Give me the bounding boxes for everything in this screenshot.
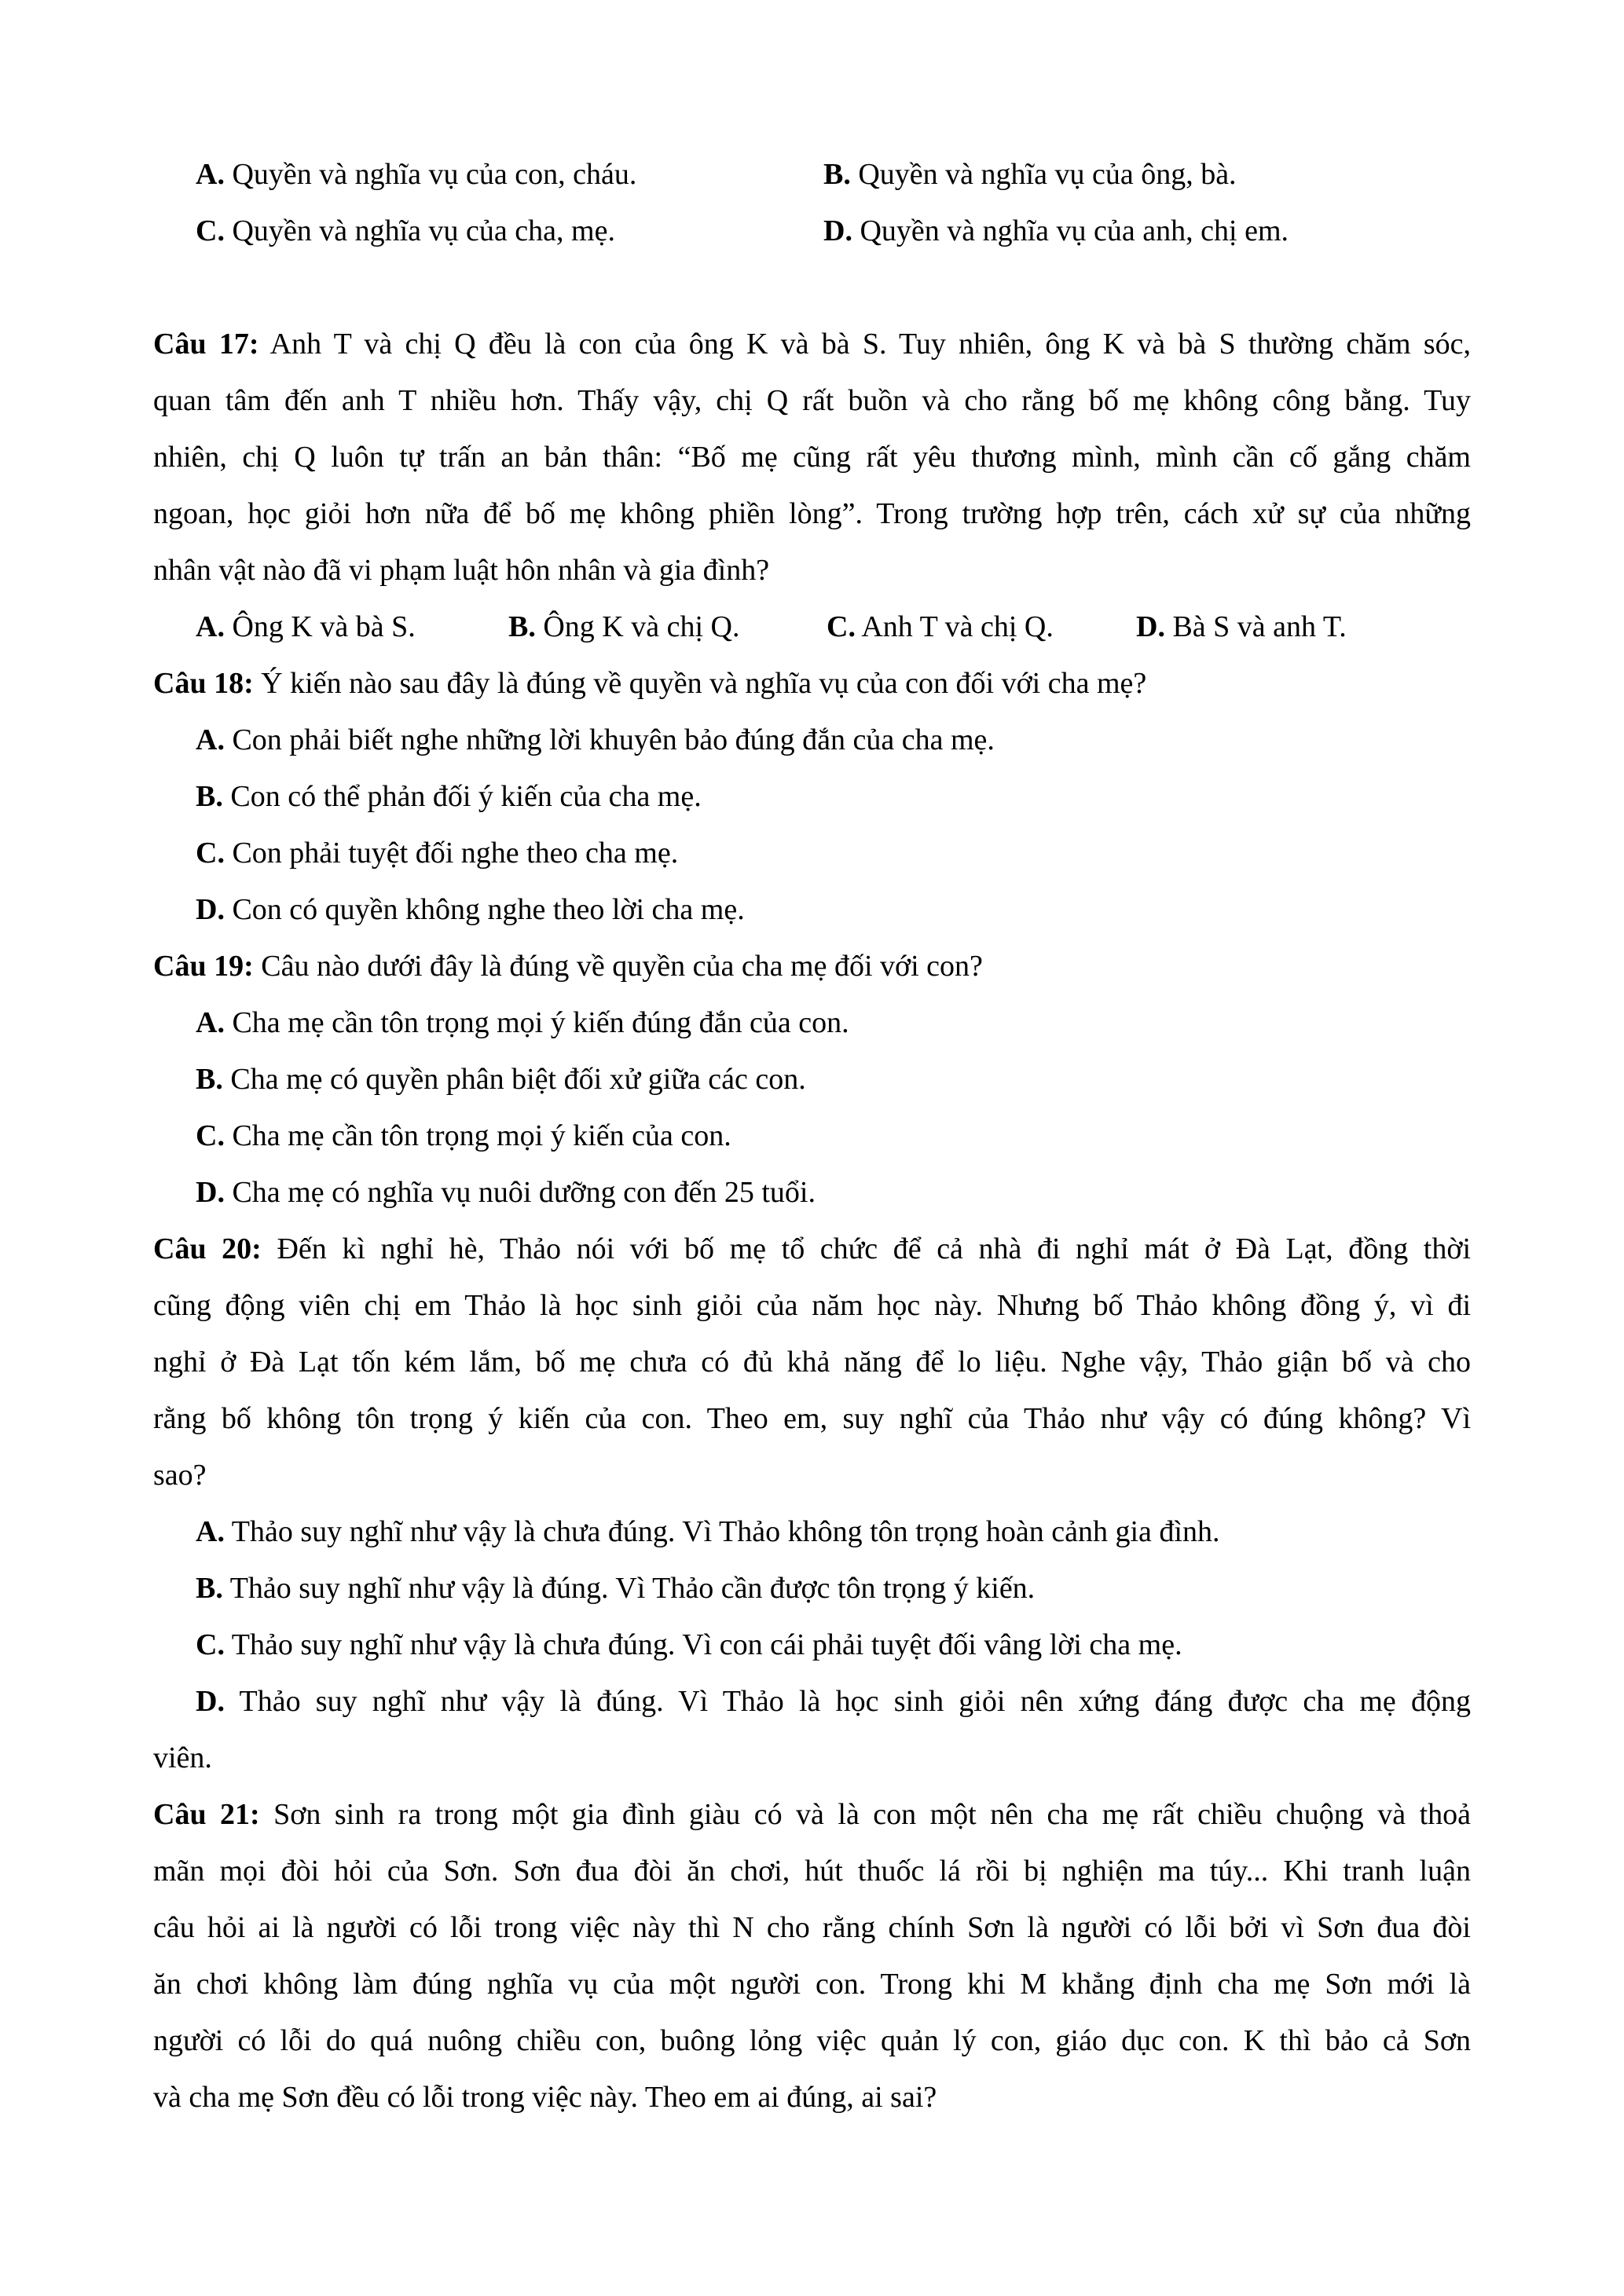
line-text: ăn chơi không làm đúng nghĩa vụ của một người con. Trong khi M khẳng định cha mẹ Sơn mới là (153, 1968, 1471, 2001)
line-text: và cha mẹ Sơn đều có lỗi trong việc này. Theo em ai đúng, ai sai? (153, 2081, 937, 2114)
q17-label: Câu 17: (153, 328, 259, 361)
q19-option-c (153, 1108, 1471, 1164)
option-text: Quyền và nghĩa vụ của ông, bà. (858, 158, 1237, 191)
q21-line-5 (153, 2012, 1471, 2069)
line-text: Anh T và chị Q đều là con của ông K và bà S. Tuy nhiên, ông K và bà S thường chăm sóc, (269, 328, 1472, 361)
option-letter: B. (196, 780, 223, 813)
q20-option-c (153, 1617, 1471, 1673)
option-letter: A. (196, 1515, 225, 1548)
option-a (196, 610, 416, 643)
option-letter: A. (196, 1006, 225, 1039)
prev-question-options-row-1 (153, 146, 1471, 203)
q17-line-1 (153, 316, 1471, 372)
option-letter: C. (196, 837, 225, 870)
option-letter: D. (1136, 610, 1165, 643)
line-text: quan tâm đến anh T nhiều hơn. Thấy vậy, chị Q rất buồn và cho rằng bố mẹ không công bằng. Tuy (153, 384, 1471, 417)
q20-line-3 (153, 1334, 1471, 1390)
q20-line-2 (153, 1277, 1471, 1334)
option-text: Thảo suy nghĩ như vậy là chưa đúng. Vì Thảo không tôn trọng hoàn cảnh gia đình. (231, 1515, 1220, 1548)
q20-option-d-line-1 (153, 1673, 1471, 1730)
q18-option-b (153, 768, 1471, 825)
q21-line-1 (153, 1786, 1471, 1843)
q21-label: Câu 21: (153, 1798, 260, 1831)
q20-line-5 (153, 1447, 1471, 1503)
option-text: Quyền và nghĩa vụ của cha, mẹ. (232, 214, 615, 247)
option-b (508, 599, 739, 655)
option-d (1136, 599, 1347, 655)
q18-stem (153, 655, 1471, 712)
q21-line-2 (153, 1843, 1471, 1899)
line-text: Đến kì nghỉ hè, Thảo nói với bố mẹ tổ chức để cả nhà đi nghỉ mát ở Đà Lạt, đồng thời (277, 1232, 1472, 1265)
option-text: Quyền và nghĩa vụ của anh, chị em. (860, 214, 1289, 247)
line-text: Câu nào dưới đây là đúng về quyền của cha mẹ đối với con? (261, 950, 983, 983)
option-text: Thảo suy nghĩ như vậy là đúng. Vì Thảo cần được tôn trọng ý kiến. (229, 1572, 1036, 1605)
q20-option-a (153, 1503, 1471, 1560)
blank-line (153, 259, 1471, 316)
prev-question-options-row-2 (153, 203, 1471, 259)
line-text: nhiên, chị Q luôn tự trấn an bản thân: “Bố mẹ cũng rất yêu thương mình, mình cần cố gắng chăm (153, 441, 1471, 474)
q19-option-b (153, 1051, 1471, 1108)
option-text: Quyền và nghĩa vụ của con, cháu. (232, 158, 637, 191)
option-letter: D. (196, 1685, 225, 1718)
q19-label: Câu 19: (153, 950, 254, 983)
q18-option-c (153, 825, 1471, 881)
option-letter: D. (196, 1176, 225, 1209)
option-b (823, 146, 1237, 203)
option-letter: B. (196, 1572, 223, 1605)
option-letter: A. (196, 723, 225, 756)
line-text: Ý kiến nào sau đây là đúng về quyền và nghĩa vụ của con đối với cha mẹ? (261, 667, 1147, 700)
option-letter: C. (196, 214, 225, 247)
line-text: nhân vật nào đã vi phạm luật hôn nhân và gia đình? (153, 554, 770, 587)
q20-label: Câu 20: (153, 1232, 262, 1265)
option-letter: C. (196, 1628, 225, 1661)
q21-line-6 (153, 2069, 1471, 2126)
option-letter: A. (196, 158, 225, 191)
line-text: cũng động viên chị em Thảo là học sinh giỏi của năm học này. Nhưng bố Thảo không đồng ý, vì đi (153, 1289, 1471, 1322)
line-text: rằng bố không tôn trọng ý kiến của con. Theo em, suy nghĩ của Thảo như vậy có đúng không? Vì (153, 1402, 1471, 1435)
option-letter: B. (508, 610, 536, 643)
line-text: mãn mọi đòi hỏi của Sơn. Sơn đua đòi ăn chơi, hút thuốc lá rồi bị nghiện ma túy... Khi tranh luận (153, 1855, 1471, 1888)
q19-option-d (153, 1164, 1471, 1221)
q17-line-2 (153, 372, 1471, 429)
option-c (196, 214, 615, 247)
option-text: Thảo suy nghĩ như vậy là đúng. Vì Thảo là học sinh giỏi nên xứng đáng được cha mẹ động (239, 1685, 1471, 1718)
option-a (196, 158, 636, 191)
q19-option-a (153, 994, 1471, 1051)
option-text: Ông K và bà S. (232, 610, 416, 643)
line-text: người có lỗi do quá nuông chiều con, buông lỏng việc quản lý con, giáo dục con. K thì bảo cả Sơn (153, 2024, 1471, 2057)
q19-stem (153, 938, 1471, 994)
option-text: Con phải tuyệt đối nghe theo cha mẹ. (232, 837, 679, 870)
option-text: Thảo suy nghĩ như vậy là chưa đúng. Vì con cái phải tuyệt đối vâng lời cha mẹ. (231, 1628, 1182, 1661)
option-text: Ông K và chị Q. (543, 610, 740, 643)
option-text: Con có quyền không nghe theo lời cha mẹ. (232, 893, 745, 926)
option-text: Anh T và chị Q. (861, 610, 1054, 643)
option-letter: D. (196, 893, 225, 926)
q17-line-3 (153, 429, 1471, 485)
option-text: Con phải biết nghe những lời khuyên bảo đúng đắn của cha mẹ. (232, 723, 995, 756)
q18-label: Câu 18: (153, 667, 254, 700)
q20-option-b (153, 1560, 1471, 1617)
document-text-block (153, 146, 1471, 2126)
option-text: Cha mẹ có nghĩa vụ nuôi dưỡng con đến 25 tuổi. (232, 1176, 816, 1209)
option-text: Cha mẹ cần tôn trọng mọi ý kiến đúng đắn của con. (232, 1006, 849, 1039)
q20-line-4 (153, 1390, 1471, 1447)
q20-line-1 (153, 1221, 1471, 1277)
q18-option-d (153, 881, 1471, 938)
option-letter: D. (823, 214, 852, 247)
q21-line-3 (153, 1899, 1471, 1956)
option-text: Cha mẹ có quyền phân biệt đối xử giữa các con. (230, 1063, 806, 1096)
option-letter: B. (823, 158, 851, 191)
q21-line-4 (153, 1956, 1471, 2012)
line-text: ngoan, học giỏi hơn nữa để bố mẹ không phiền lòng”. Trong trường hợp trên, cách xử sự của những (153, 497, 1471, 530)
q17-options-row (153, 599, 1471, 655)
q20-option-d-line-2 (153, 1730, 1471, 1786)
option-text: Cha mẹ cần tôn trọng mọi ý kiến của con. (232, 1119, 731, 1152)
line-text: Sơn sinh ra trong một gia đình giàu có và là con một nên cha mẹ rất chiều chuộng và thoả (273, 1798, 1472, 1831)
line-text: sao? (153, 1459, 207, 1492)
q17-line-5 (153, 542, 1471, 599)
option-text: viên. (153, 1741, 212, 1774)
option-d (823, 203, 1289, 259)
option-letter: A. (196, 610, 225, 643)
option-letter: B. (196, 1063, 223, 1096)
option-letter: C. (196, 1119, 225, 1152)
q18-option-a (153, 712, 1471, 768)
option-c (827, 599, 1054, 655)
q17-line-4 (153, 485, 1471, 542)
option-text: Con có thể phản đối ý kiến của cha mẹ. (230, 780, 702, 813)
option-letter: C. (827, 610, 856, 643)
line-text: nghỉ ở Đà Lạt tốn kém lắm, bố mẹ chưa có đủ khả năng để lo liệu. Nghe vậy, Thảo giận bố và cho (153, 1346, 1471, 1379)
option-text: Bà S và anh T. (1172, 610, 1347, 643)
line-text: câu hỏi ai là người có lỗi trong việc này thì N cho rằng chính Sơn là người có lỗi bởi vì Sơn đua đòi (153, 1911, 1471, 1944)
